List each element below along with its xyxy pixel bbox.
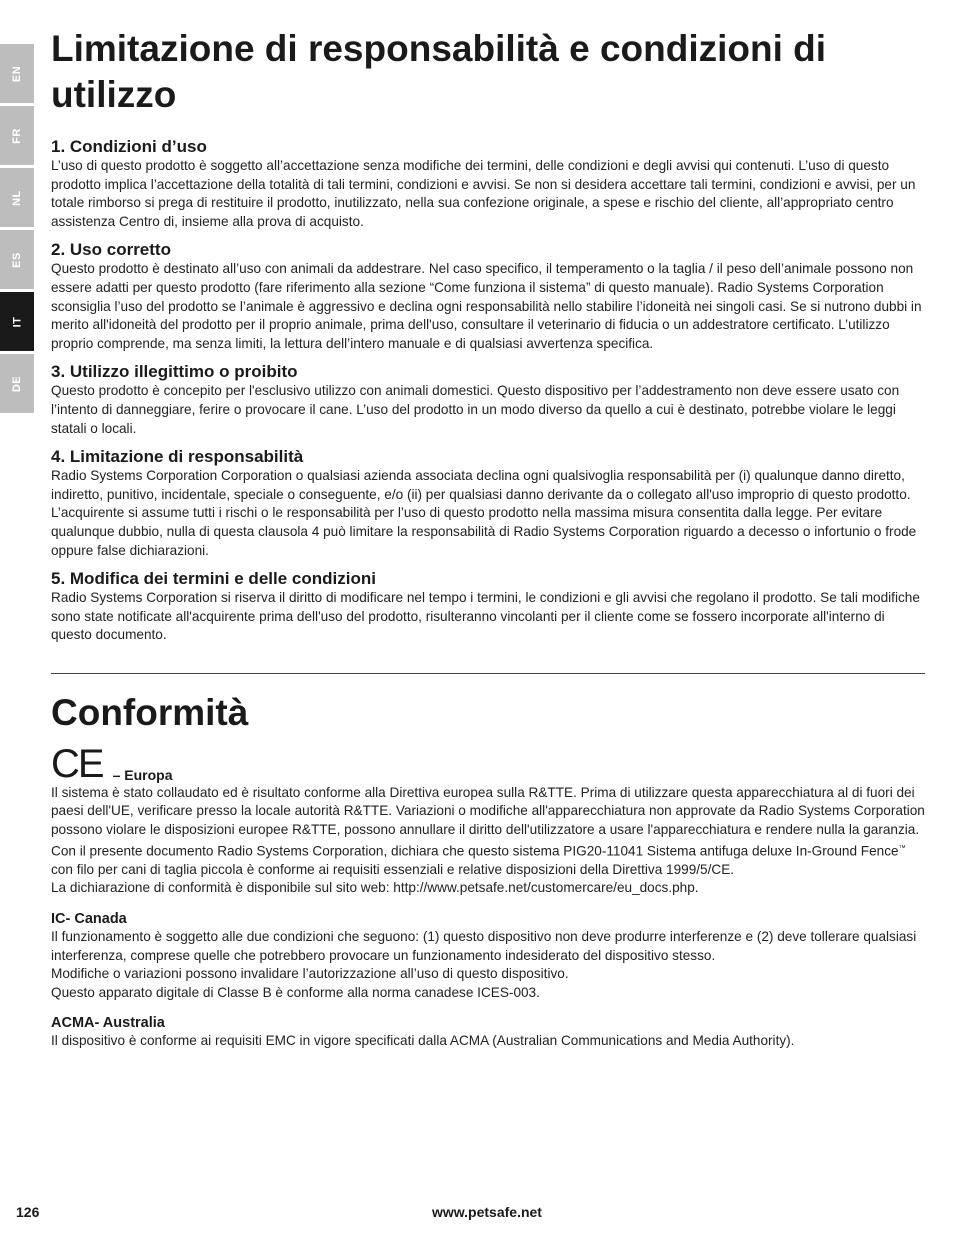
australia-paragraph: Il dispositivo è conforme ai requisiti EMC in vigore specificati dalla ACMA (Australian Communications and Media Authority).	[51, 1033, 795, 1049]
section-heading: 4. Limitazione di responsabilità	[51, 447, 304, 467]
lang-tab-de[interactable]	[0, 354, 34, 413]
canada-paragraph: Il funzionamento è soggetto alle due condizioni che seguono: (1) questo dispositivo non deve produrre interferenze e (2) deve tollerare qualsiasi interferenza, comprese quelle che potrebbero provocare un funzionamento indesiderato del dispositivo stesso.	[51, 928, 917, 963]
ce-mark-icon: CE	[51, 741, 103, 786]
lang-tab-label: FR	[10, 127, 23, 144]
section-terms-modification	[51, 568, 925, 645]
europe-declaration-paragraph	[51, 840, 925, 880]
section-divider	[51, 673, 925, 674]
lang-tab-label: DE	[11, 375, 23, 392]
section-liability	[51, 446, 925, 560]
trademark-symbol: ™	[898, 844, 906, 852]
europe-label: – Europa	[112, 766, 173, 783]
section-heading: 2. Uso corretto	[51, 240, 171, 260]
language-tabs	[0, 44, 34, 416]
section-heading: 3. Utilizzo illegittimo o proibito	[51, 362, 298, 382]
section-text: Radio Systems Corporation Corporation o qualsiasi azienda associata declina ogni qualsivoglia responsabilità per (i) qualunque danno diretto, indiretto, punitivo, incidentale, speciale o conseguente, e/o (ii) per qualsiasi danno derivante da o collegato all'uso improprio di questo prodotto. L’acquirente si assume tutti i rischi o le responsabilità per l’uso di questo prodotto nella massima misura consentita dalla legge. Per evitare qualunque dubbio, nulla di questa clausola 4 può limitare la responsabilità di Radio Systems Corporation riguardo a decesso o infortunio o frode oppure false dichiarazioni.	[51, 468, 917, 558]
section-heading: 5. Modifica dei termini e delle condizioni	[51, 569, 376, 589]
lang-tab-label: IT	[11, 316, 23, 327]
section-prohibited-use	[51, 361, 925, 438]
canada-heading: IC- Canada	[51, 910, 127, 927]
section-proper-use	[51, 239, 925, 353]
section-text: Questo prodotto è concepito per l'esclusivo utilizzo con animali domestici. Questo dispositivo per l’addestramento non deve essere usato con l’intento di danneggiare, ferire o provocare il cane. L’uso del prodotto in un modo diverso da quello a cui è destinato, potrebbe violare le leggi statali o locali.	[51, 383, 900, 436]
europe-docs-paragraph: La dichiarazione di conformità è disponibile sul sito web: http://www.petsafe.net/customercare/eu_docs.php.	[51, 880, 699, 896]
australia-heading: ACMA- Australia	[51, 1015, 165, 1032]
lang-tab-nl[interactable]	[0, 168, 34, 227]
section-text: Radio Systems Corporation si riserva il diritto di modificare nel tempo i termini, le condizioni e gli avvisi che regolano il prodotto. Se tali modifiche sono state notificate all'acquirente prima dell'uso del prodotto, risulteranno vincolanti per il cliente come se fossero incorporate all'interno di questo documento.	[51, 590, 920, 643]
section-text: L’uso di questo prodotto è soggetto all’accettazione senza modifiche dei termini, delle condizioni e degli avvisi qui contenuti. L’uso di questo prodotto implica l’accettazione della totalità di tali termini, condizioni e avvisi. Se non si desidera accettare tali termini, condizioni e avvisi, per un totale rimborso si prega di restituire il prodotto, inutilizzato, nella sua confezione originale, a spese e rischio del cliente, all’appropriato centro assistenza Centro di, insieme alla prova di acquisto.	[51, 158, 916, 229]
europe-declaration-text-b: con filo per cani di taglia piccola è conforme ai requisiti essenziali e relative disposizioni della Direttiva 1999/5/CE.	[51, 861, 735, 877]
footer-url: www.petsafe.net	[432, 1204, 542, 1220]
lang-tab-label: NL	[10, 189, 23, 206]
canada-paragraph: Modifiche o variazioni possono invalidare l’autorizzazione all’uso di questo dispositivo.	[51, 966, 569, 982]
europe-declaration-text-a: Con il presente documento Radio Systems Corporation, dichiara che questo sistema PIG20-11041 Sistema antifuga deluxe In-Ground Fence	[51, 843, 899, 859]
europe-paragraph: Il sistema è stato collaudato ed è risultato conforme alla Direttiva europea sulla R&TTE. Prima di utilizzare questa apparecchiatura al di fuori dei paesi dell'UE, verificare presso la locale autorità R&TTE. Variazioni o modifiche all'apparecchiatura non approvate da Radio Systems Corporation possono violare le disposizioni europee R&TTE, possono annullare il diritto dell'utilizzatore a usare l'apparecchiatura e rendere nulla la garanzia.	[51, 784, 925, 838]
lang-tab-fr[interactable]	[0, 106, 34, 165]
page-content	[51, 26, 925, 1051]
conformity-title: Conformità	[51, 691, 249, 733]
lang-tab-label: ES	[11, 251, 23, 268]
page-number: 126	[16, 1204, 40, 1220]
canada-paragraph: Questo apparato digitale di Classe B è conforme alla norma canadese ICES-003.	[51, 984, 540, 1000]
lang-tab-es[interactable]	[0, 230, 34, 289]
section-text: Questo prodotto è destinato all’uso con animali da addestrare. Nel caso specifico, il temperamento o la taglia / il peso dell’animale possono non essere adatti per questo prodotto (fare riferimento alla sezione “Come funziona il sistema” di questo manuale). Radio Systems Corporation sconsiglia l’uso del prodotto se l’animale è aggressivo e declina ogni responsabilità nello stabilire l’idoneità nei singoli casi. Se si nutrono dubbi in merito all'idoneità del prodotto per il proprio animale, prima dell'uso, consultare il veterinario di fiducia o un addestratore certificato. L’utilizzo proprio comprende, ma senza limiti, la lettura dell’intero manuale e di qualsiasi avvertenza specifica.	[51, 261, 922, 351]
lang-tab-it[interactable]	[0, 292, 34, 351]
ce-europe-row	[51, 741, 925, 786]
section-heading: 1. Condizioni d’uso	[51, 137, 207, 156]
section-conditions-of-use	[51, 136, 925, 231]
lang-tab-en[interactable]	[0, 44, 34, 103]
page-title: Limitazione di responsabilità e condizioni di utilizzo	[51, 28, 827, 115]
lang-tab-label: EN	[11, 65, 23, 82]
